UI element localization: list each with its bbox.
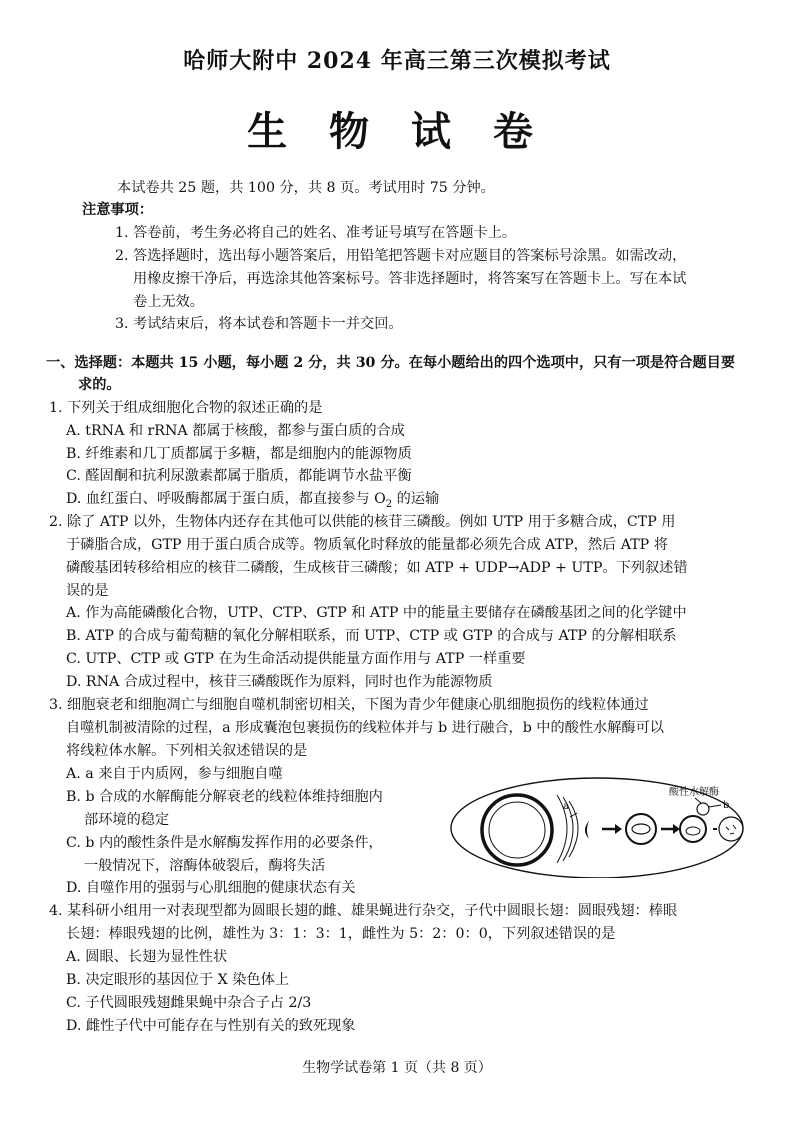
q1-stem: 1. 下列关于组成细胞化合物的叙述正确的是 — [49, 400, 323, 416]
q3-stem-1: 3. 细胞衰老和细胞凋亡与细胞自噬机制密切相关，下图为青少年健康心肌细胞损伤的线粒体通过 — [49, 697, 649, 713]
q4-option-c: C. 子代圆眼残翅雌果蝇中杂合子占 2/3 — [66, 995, 312, 1011]
q3-option-c: C. b 内的酸性条件是水解酶发挥作用的必要条件， — [66, 835, 383, 851]
autophagy-diagram — [449, 773, 746, 878]
q3-option-c-cont: 一般情况下，溶酶体破裂后，酶将失活 — [84, 858, 326, 874]
autophagosome — [626, 814, 656, 844]
q1-option-a: A. tRNA 和 rRNA 都属于核酸，都参与蛋白质的合成 — [66, 423, 405, 439]
q2-stem-3: 磷酸基团转移给相应的核苷二磷酸，生成核苷三磷酸；如 ATP + UDP→ADP + UTP。下列叙述错 — [66, 560, 688, 576]
section-heading-cont: 求的。 — [78, 377, 121, 393]
subject-title: 生 物 试 卷 — [247, 108, 547, 155]
label-b-pointer — [709, 805, 721, 807]
q3-option-d: D. 自噬作用的强弱与心肌细胞的健康状态有关 — [66, 880, 356, 896]
q3-option-a: A. a 来自于内质网，参与细胞自噬 — [66, 766, 283, 782]
autolysosome — [680, 816, 706, 842]
q2-option-d: D. RNA 合成过程中，核苷三磷酸既作为原料，同时也作为能源物质 — [66, 674, 493, 690]
label-b: b — [723, 800, 730, 811]
phagophore — [585, 821, 589, 839]
q1-option-d-text: D. 血红蛋白、呼吸酶都属于蛋白质，都直接参与 O — [66, 491, 386, 507]
section-heading: 一、选择题：本题共 15 小题，每小题 2 分，共 30 分。在每小题给出的四个选项中，只有一项是符合题目要 — [46, 355, 736, 371]
digested-fragments — [726, 825, 736, 834]
notice-heading: 注意事项： — [82, 202, 153, 218]
q4-option-d: D. 雌性子代中可能存在与性别有关的致死现象 — [66, 1018, 356, 1034]
q4-stem-1: 4. 某科研小组用一对表现型都为圆眼长翅的雌、雄果蝇进行杂交，子代中圆眼长翅：圆眼残翅：棒眼 — [49, 903, 678, 919]
q3-option-b: B. b 合成的水解酶能分解衰老的线粒体维持细胞内 — [66, 789, 383, 805]
notice-item-3: 3. 考试结束后，将本试卷和答题卡一并交回。 — [115, 316, 403, 332]
intro-text: 本试卷共 25 题，共 100 分，共 8 页。考试用时 75 分钟。 — [117, 180, 495, 196]
q4-option-b: B. 决定眼形的基因位于 X 染色体上 — [66, 972, 290, 988]
autophagy-figure — [449, 773, 746, 878]
notice-item-2-cont2: 卷上无效。 — [133, 294, 204, 310]
nucleus-outer — [482, 795, 552, 865]
damaged-mitochondrion — [632, 824, 650, 834]
q2-stem-4: 误的是 — [66, 583, 109, 599]
mitochondrion-in-autolysosome — [686, 827, 700, 835]
q3-stem-2: 自噬机制被清除的过程，a 形成囊泡包裹损伤的线粒体并与 b 进行融合，b 中的酸性水解酶可以 — [66, 720, 664, 736]
subscript: 2 — [385, 498, 393, 510]
exam-title: 哈师大附中 2024 年高三第三次模拟考试 — [183, 48, 611, 74]
notice-item-1: 1. 答卷前，考生务必将自己的姓名、准考证号填写在答题卡上。 — [115, 225, 517, 241]
q2-stem-2: 于磷脂合成，GTP 用于蛋白质合成等。物质氧化时释放的能量都必须先合成 ATP，然后 ATP 将 — [66, 537, 668, 553]
q3-option-b-cont: 部环境的稳定 — [84, 812, 170, 828]
q2-option-a: A. 作为高能磷酸化合物，UTP、CTP、GTP 和 ATP 中的能量主要储存在磷酸基团之间的化学键中 — [66, 605, 687, 621]
label-a: a — [563, 801, 570, 812]
enzyme-pointer — [695, 798, 701, 803]
q2-stem-1: 2. 除了 ATP 以外，生物体内还存在其他可以供能的核苷三磷酸。例如 UTP 用于多糖合成，CTP 用 — [49, 514, 676, 530]
nucleus-inner — [489, 802, 545, 858]
q2-option-c: C. UTP、CTP 或 GTP 在为生命活动提供能量方面作用与 ATP 一样重要 — [66, 651, 526, 667]
lysosome-b — [697, 803, 709, 815]
q4-option-a: A. 圆眼、长翅为显性性状 — [66, 949, 228, 965]
arrow-2-head — [673, 824, 680, 834]
q3-stem-3: 将线粒体水解。下列相关叙述错误的是 — [66, 743, 308, 759]
label-enzyme: 酸性水解酶 — [669, 787, 719, 798]
notice-item-2-cont: 用橡皮擦干净后，再选涂其他答案标号。答非选择题时，将答案写在答题卡上。写在本试 — [133, 271, 687, 287]
q4-stem-2: 长翅：棒眼残翅的比例，雄性为 3：1：3：1，雌性为 5：2：0：0，下列叙述错误的是 — [66, 926, 616, 942]
residual-body — [719, 817, 743, 841]
page-footer: 生物学试卷第 1 页（共 8 页） — [302, 1060, 492, 1076]
arrow-1-head — [615, 824, 622, 834]
notice-item-2: 2. 答选择题时，选出每小题答案后，用铅笔把答题卡对应题目的答案标号涂黑。如需改动， — [115, 248, 687, 264]
q2-option-b: B. ATP 的合成与葡萄糖的氧化分解相联系，而 UTP、CTP 或 GTP 的合成与 ATP 的分解相联系 — [66, 628, 677, 644]
q1-option-b: B. 纤维素和几丁质都属于多糖，都是细胞内的能源物质 — [66, 446, 412, 462]
q1-option-d-suffix: 的运输 — [392, 491, 440, 507]
q1-option-c: C. 醛固酮和抗利尿激素都属于脂质，都能调节水盐平衡 — [66, 468, 412, 484]
